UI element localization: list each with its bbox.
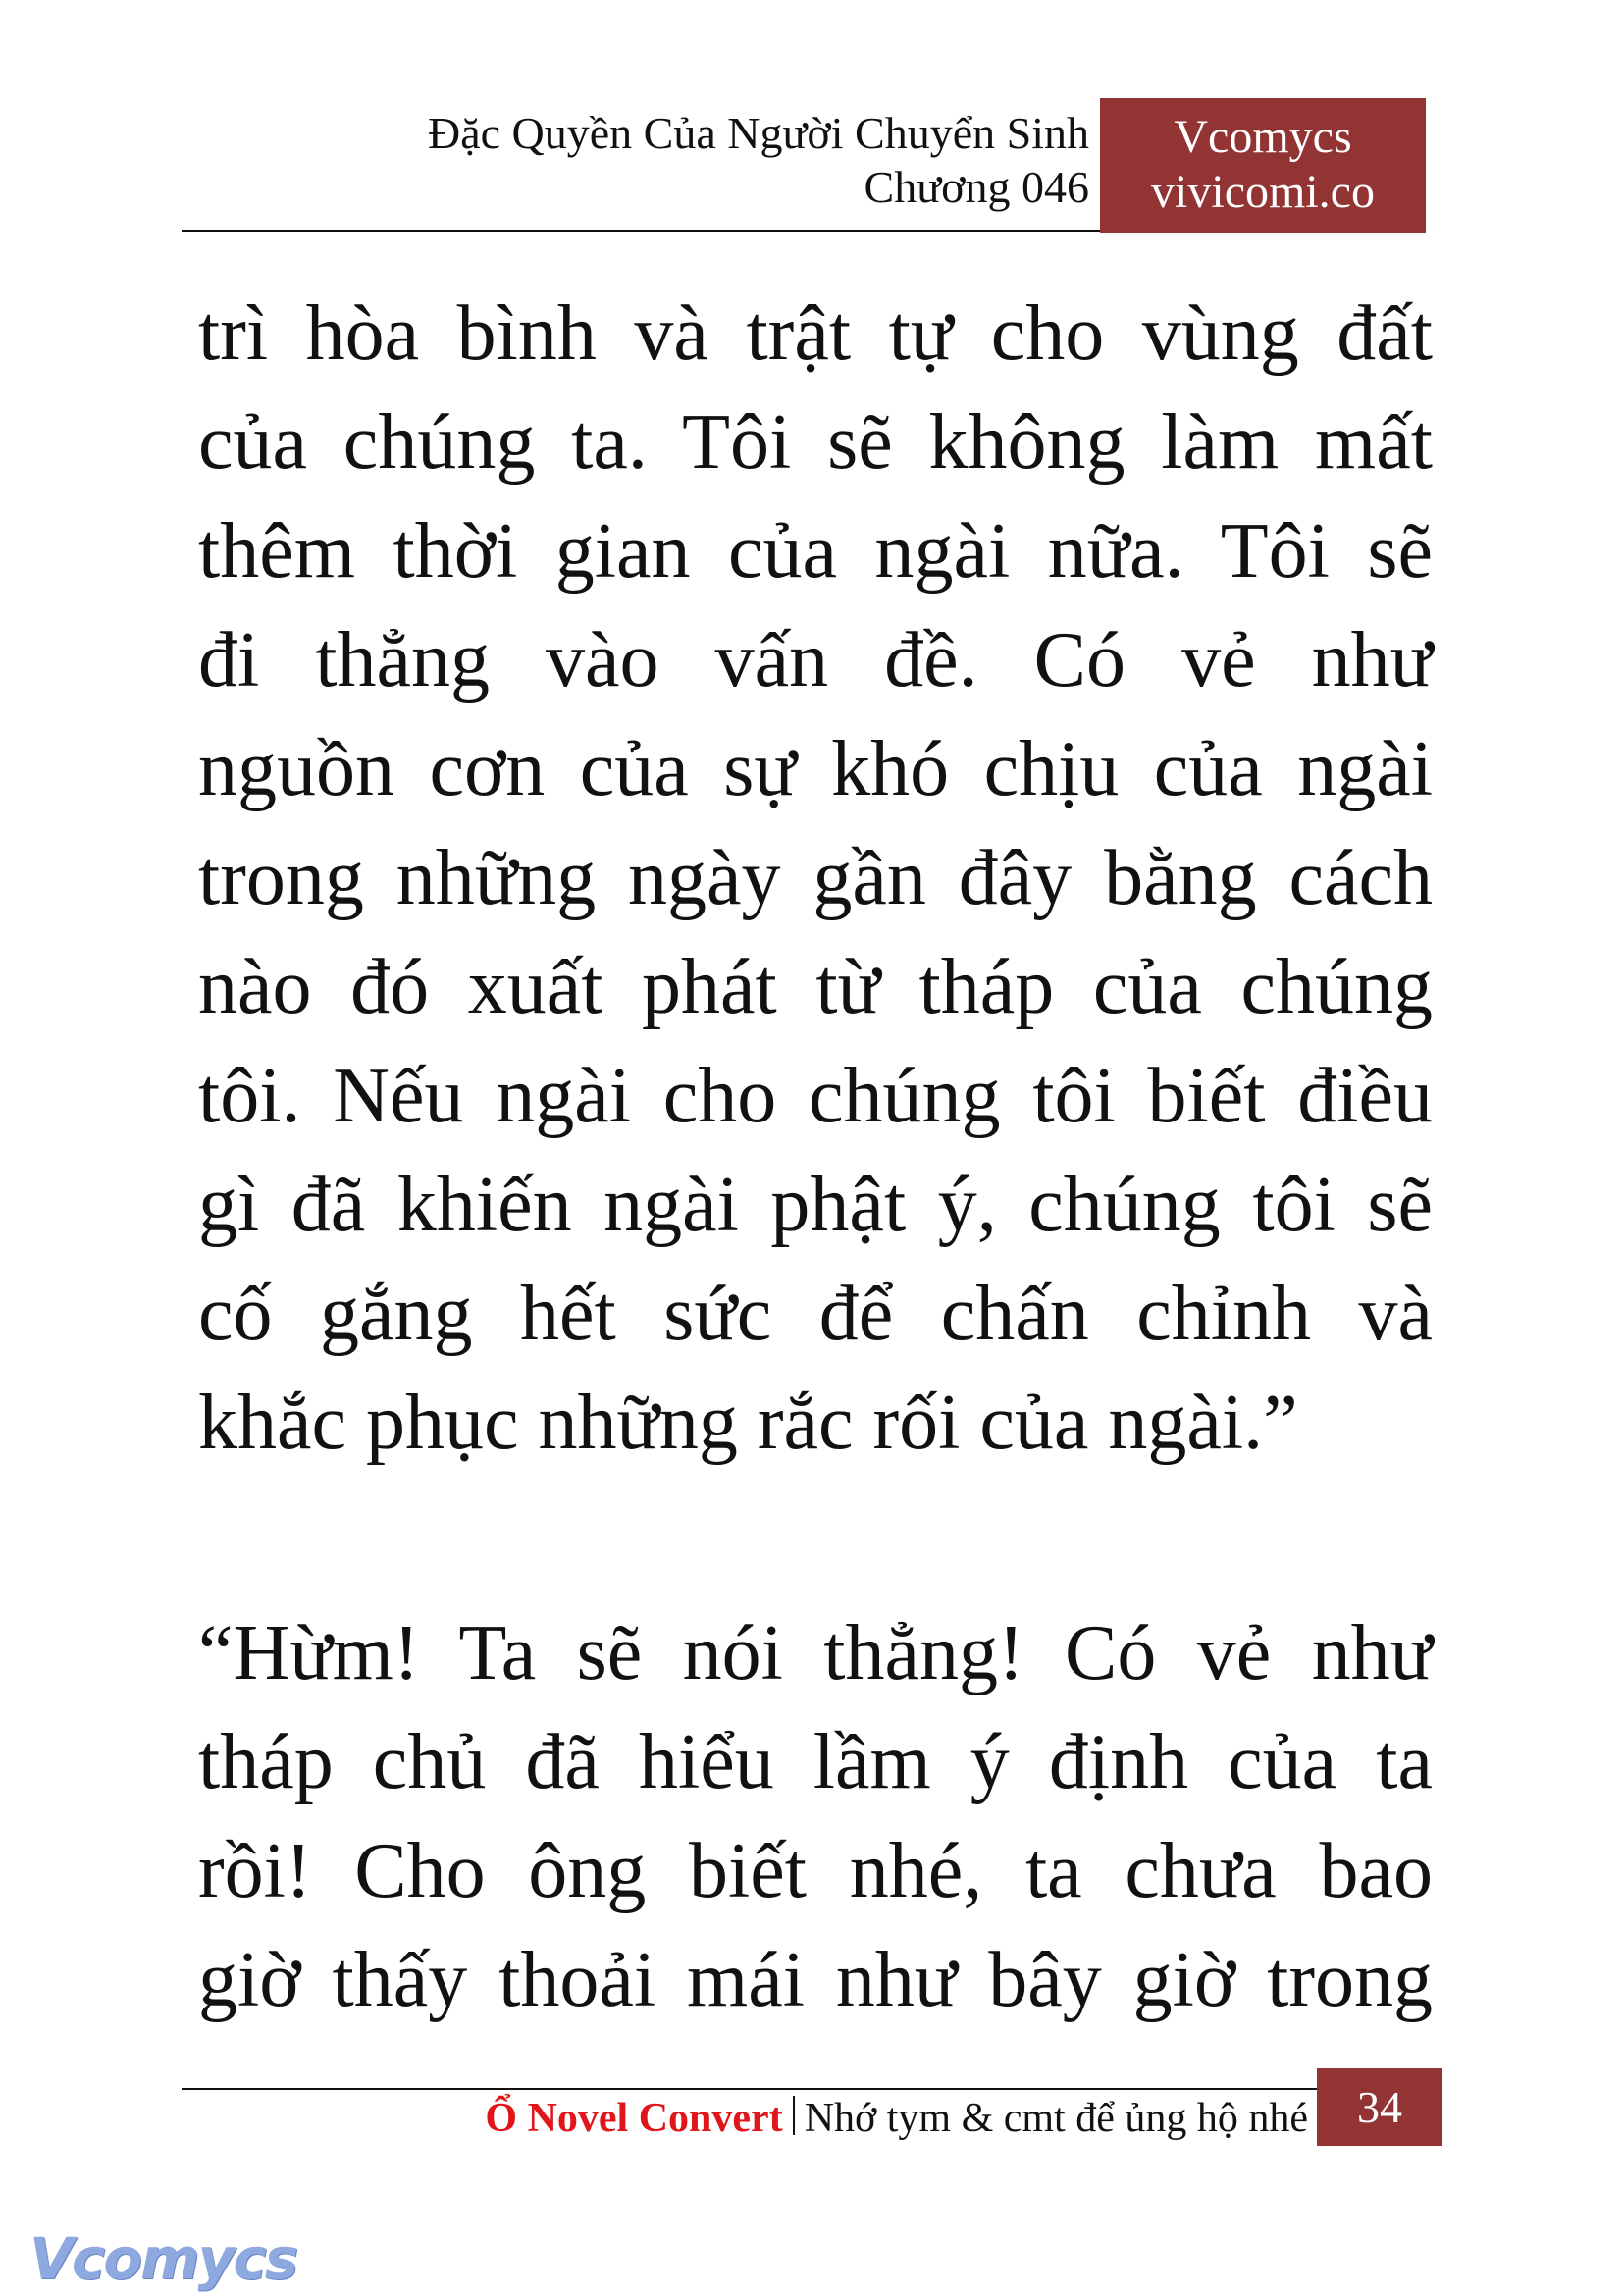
paragraph-2 xyxy=(198,1599,1433,2035)
brand-site: vivicomi.co xyxy=(1151,166,1375,218)
text-line: gì đã khiến ngài phật ý, chúng tôi sẽ xyxy=(198,1162,1433,1248)
text-line: nguồn cơn của sự khó chịu của ngài xyxy=(198,726,1433,812)
watermark-text: Vcomycs xyxy=(29,2225,297,2292)
footer-message: Nhớ tym & cmt để ủng hộ nhé xyxy=(804,2096,1308,2141)
text-line: thêm thời gian của ngài nữa. Tôi sẽ xyxy=(198,508,1433,595)
text-line: cố gắng hết sức để chấn chỉnh và xyxy=(198,1271,1433,1357)
page-number-badge xyxy=(1317,2068,1442,2146)
text-line: nào đó xuất phát từ tháp của chúng xyxy=(198,944,1433,1030)
chapter-label: Chương 046 xyxy=(864,162,1089,212)
footer-brand: Ổ Novel Convert xyxy=(485,2096,783,2141)
vcomycs-logo-icon xyxy=(29,2225,296,2292)
text-line: trong những ngày gần đây bằng cách xyxy=(198,835,1433,921)
paragraph-1 xyxy=(198,280,1433,1478)
brand-badge xyxy=(1100,98,1426,233)
brand-name: Vcomycs xyxy=(1174,111,1352,163)
footer-credit xyxy=(485,2092,1308,2146)
novel-title: Đặc Quyền Của Người Chuyển Sinh xyxy=(427,108,1089,158)
text-line: “Hừm! Ta sẽ nói thẳng! Có vẻ như xyxy=(198,1610,1433,1696)
footer-divider xyxy=(182,2088,1320,2090)
text-line: trì hòa bình và trật tự cho vùng đất xyxy=(198,290,1433,377)
header-divider xyxy=(182,230,1104,232)
text-line: giờ thấy thoải mái như bây giờ trong xyxy=(198,1937,1433,2023)
text-line: rồi! Cho ông biết nhé, ta chưa bao xyxy=(198,1828,1433,1914)
text-line: tháp chủ đã hiểu lầm ý định của ta xyxy=(198,1719,1433,1805)
text-line: của chúng ta. Tôi sẽ không làm mất xyxy=(198,399,1433,486)
text-line: đi thẳng vào vấn đề. Có vẻ như xyxy=(198,617,1433,704)
page-number: 34 xyxy=(1357,2082,1402,2132)
footer-separator xyxy=(793,2096,795,2135)
document-header-title xyxy=(428,106,1089,214)
text-line: khắc phục những rắc rối của ngài.” xyxy=(198,1380,1298,1466)
text-line: tôi. Nếu ngài cho chúng tôi biết điều xyxy=(198,1053,1433,1139)
